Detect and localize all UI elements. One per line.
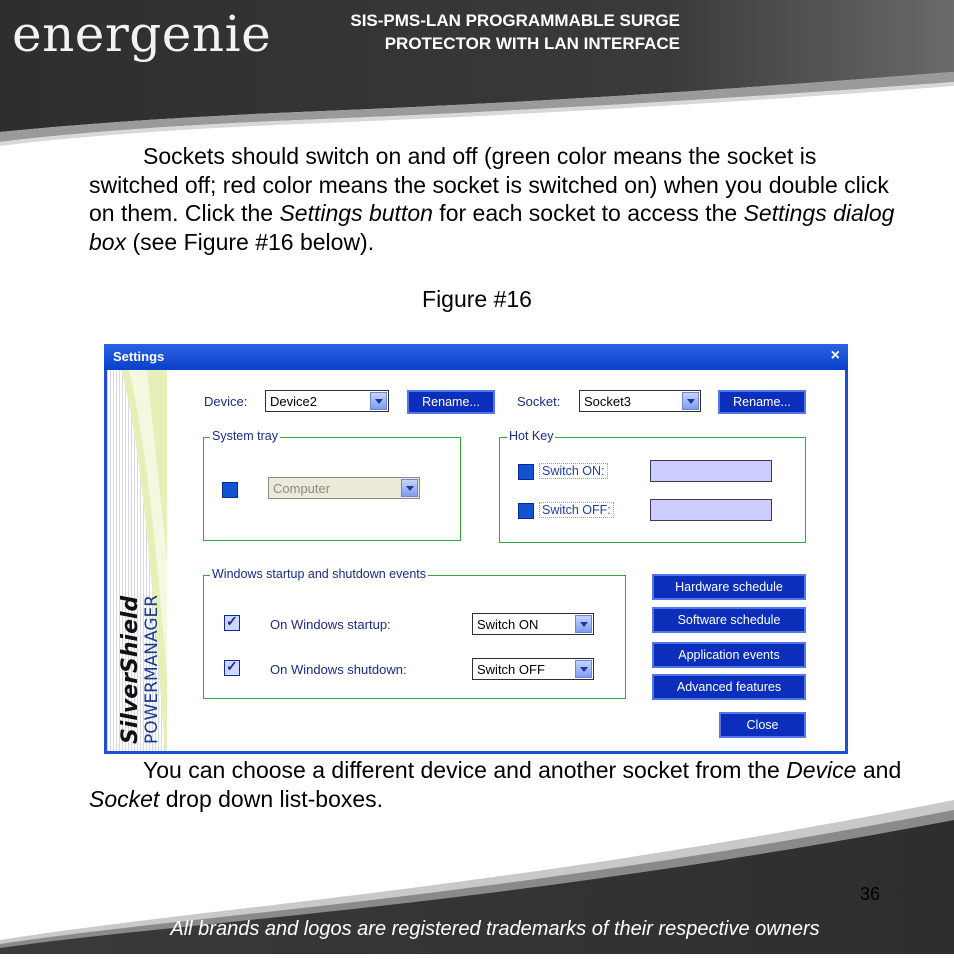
page-number: 36: [860, 884, 881, 904]
chevron-down-icon[interactable]: [401, 479, 418, 497]
device-socket-paragraph: You can choose a different device and another socket from the Device and Socket drop down list-boxes.: [89, 757, 902, 812]
on-startup-label: On Windows startup:: [270, 617, 391, 632]
hardware-schedule-button[interactable]: Hardware schedule: [652, 574, 806, 600]
close-button[interactable]: Close: [719, 712, 806, 738]
system-tray-label: System tray: [212, 429, 278, 443]
windows-events-group: [203, 567, 626, 699]
dialog-client-area: [107, 370, 845, 751]
application-events-button[interactable]: Application events: [652, 642, 806, 668]
document-title: SIS-PMS-LAN PROGRAMMABLE SURGE PROTECTOR WITH LAN INTERFACE: [350, 11, 680, 53]
switch-on-hotkey-label: Switch ON:: [539, 463, 608, 479]
page-header: [0, 0, 954, 150]
switch-off-hotkey-input[interactable]: [650, 499, 772, 521]
system-tray-dropdown[interactable]: Computer: [268, 477, 420, 499]
svg-text:POWERMANAGER: POWERMANAGER: [142, 594, 162, 744]
chevron-down-icon[interactable]: [575, 660, 592, 678]
switch-on-hotkey-checkbox[interactable]: [518, 464, 534, 480]
device-label: Device:: [204, 394, 248, 409]
advanced-features-button[interactable]: Advanced features: [652, 674, 806, 700]
switch-off-hotkey-label: Switch OFF:: [539, 502, 614, 518]
on-startup-dropdown[interactable]: Switch ON: [472, 613, 594, 635]
switch-off-hotkey-checkbox[interactable]: [518, 503, 534, 519]
hot-key-label: Hot Key: [509, 429, 554, 443]
close-icon[interactable]: ×: [830, 347, 840, 364]
chevron-down-icon[interactable]: [575, 615, 592, 633]
software-schedule-button[interactable]: Software schedule: [652, 607, 806, 633]
on-shutdown-checkbox[interactable]: [224, 660, 240, 676]
dialog-title-bar[interactable]: [104, 344, 848, 370]
svg-text:SilverShield: SilverShield: [118, 595, 143, 744]
trademark-notice: All brands and logos are registered trademarks of their respective owners: [170, 918, 820, 940]
socket-dropdown[interactable]: Socket3: [579, 390, 701, 412]
chevron-down-icon[interactable]: [682, 392, 699, 410]
system-tray-checkbox[interactable]: [222, 482, 238, 498]
on-shutdown-label: On Windows shutdown:: [270, 662, 407, 677]
silvershield-logo: [113, 588, 169, 748]
on-shutdown-dropdown[interactable]: Switch OFF: [472, 658, 594, 680]
dialog-title: Settings: [113, 349, 165, 364]
rename-device-button[interactable]: Rename...: [407, 390, 495, 414]
windows-events-label: Windows startup and shutdown events: [212, 567, 427, 581]
device-dropdown[interactable]: Device2: [265, 390, 389, 412]
chevron-down-icon[interactable]: [370, 392, 387, 410]
rename-socket-button[interactable]: Rename...: [718, 390, 806, 414]
settings-dialog: [104, 344, 848, 754]
socket-label: Socket:: [517, 394, 561, 409]
energenie-logo: energenie: [12, 5, 272, 63]
system-tray-group: [203, 429, 461, 541]
switch-on-hotkey-input[interactable]: [650, 460, 772, 482]
hot-key-group: [499, 429, 806, 543]
on-startup-checkbox[interactable]: [224, 615, 240, 631]
intro-paragraph: Sockets should switch on and off (green color means the socket is switched off; red color means the socket is switched on) when you double click on them. Click the Settings button for each socket to access the Settings dialog box (see Figure #16 below).: [89, 143, 895, 255]
figure-caption: Figure #16: [422, 286, 532, 312]
